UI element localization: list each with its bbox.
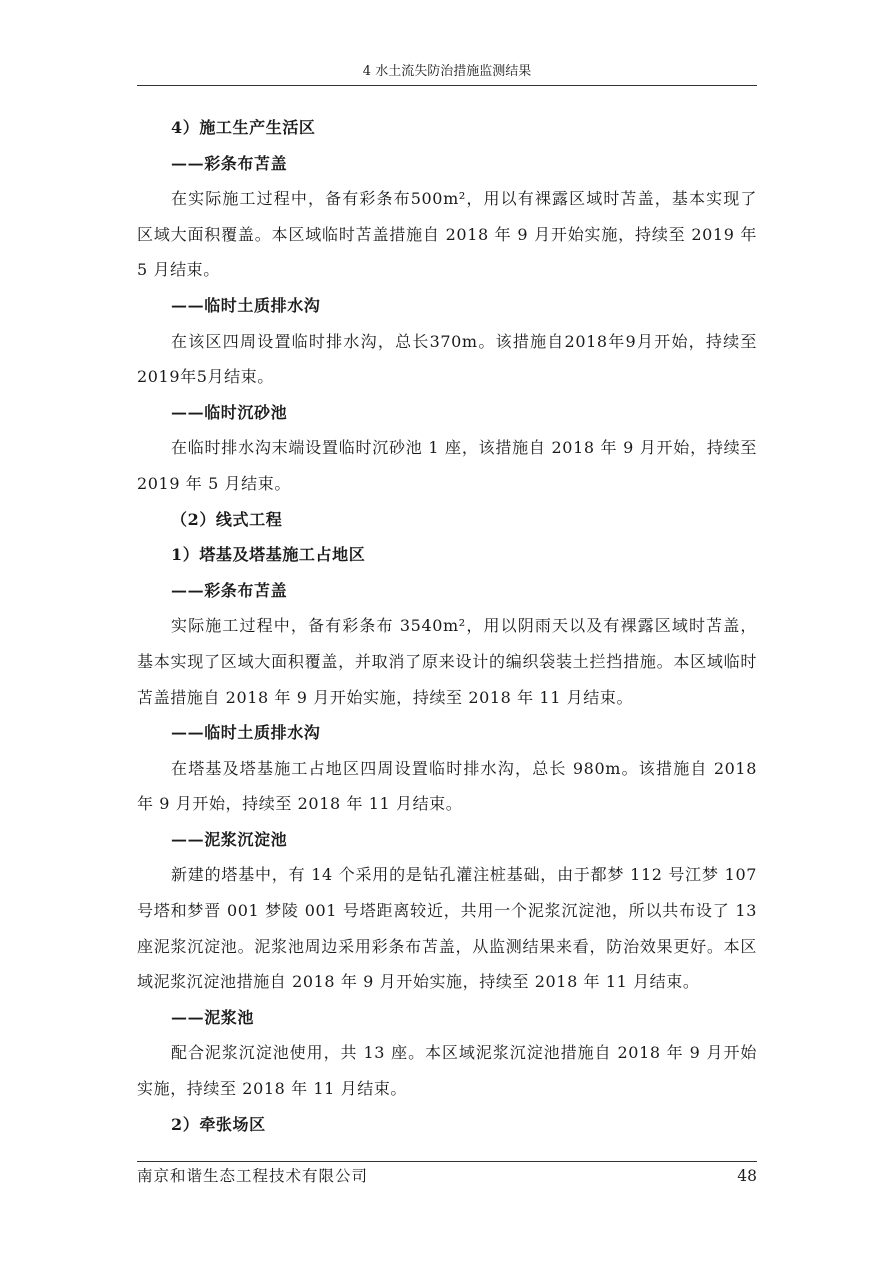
section-heading: 4）施工生产生活区 (171, 118, 316, 137)
paragraph: 在临时排水沟末端设置临时沉砂池 1 座，该措施自 2018 年 9 月开始，持续至 2019 年 5 月结束。 (137, 438, 757, 493)
paragraph: 在实际施工过程中，备有彩条布500m²，用以有裸露区域时苫盖，基本实现了区域大面积覆盖。本区域临时苫盖措施自 2018 年 9 月开始实施，持续至 2019 年 5 月结束。 (137, 189, 757, 280)
paragraph: 在塔基及塔基施工占地区四周设置临时排水沟，总长 980m。该措施自 2018 年 9 月开始，持续至 2018 年 11 月结束。 (137, 758, 757, 814)
paragraph: 配合泥浆沉淀池使用，共 13 座。本区域泥浆沉淀池措施自 2018 年 9 月开始实施，持续至 2018 年 11 月结束。 (137, 1043, 757, 1099)
footer-company: 南京和谐生态工程技术有限公司 (137, 1167, 369, 1185)
subsection-heading: ——彩条布苫盖 (171, 153, 288, 173)
subsection-heading: ——泥浆池 (171, 1007, 255, 1027)
page-header: 4 水土流失防治措施监测结果 (362, 64, 532, 79)
header-divider (137, 85, 757, 86)
subsection-heading: ——临时土质排水沟 (171, 723, 321, 743)
subsection-heading: ——彩条布苫盖 (171, 580, 288, 600)
paragraph: 在该区四周设置临时排水沟，总长370m。该措施自2018年9月开始，持续至2019年5月结束。 (137, 331, 757, 387)
paragraph: 新建的塔基中，有 14 个采用的是钻孔灌注桩基础，由于都梦 112 号江梦 107 号塔和梦晋 001 梦陵 001 号塔距离较近，共用一个泥浆沉淀池，所以共布设了 13 座泥浆沉淀池。泥浆池周边采用彩条布苫盖，从监测结果来看，防治效果更好。本区域泥浆沉淀池措施自 2018 年 9 月开始实施，持续至 2018 年 11 月结束。 (137, 865, 757, 992)
section-heading: 1）塔基及塔基施工占地区 (171, 545, 366, 565)
page-body (137, 110, 757, 1142)
section-heading: （2）线式工程 (171, 509, 283, 529)
section-heading: 2）牵张场区 (171, 1114, 266, 1134)
subsection-heading: ——泥浆沉淀池 (171, 829, 288, 849)
paragraph: 实际施工过程中，备有彩条布 3540m²，用以阴雨天以及有裸露区域时苫盖，基本实现了区域大面积覆盖，并取消了原来设计的编织袋装土拦挡措施。本区域临时苫盖措施自 2018 年 9 月开始实施，持续至 2018 年 11 月结束。 (137, 616, 757, 707)
subsection-heading: ——临时土质排水沟 (171, 295, 321, 315)
subsection-heading: ——临时沉砂池 (171, 402, 288, 422)
footer-divider (137, 1161, 757, 1162)
page-number: 48 (737, 1167, 757, 1185)
